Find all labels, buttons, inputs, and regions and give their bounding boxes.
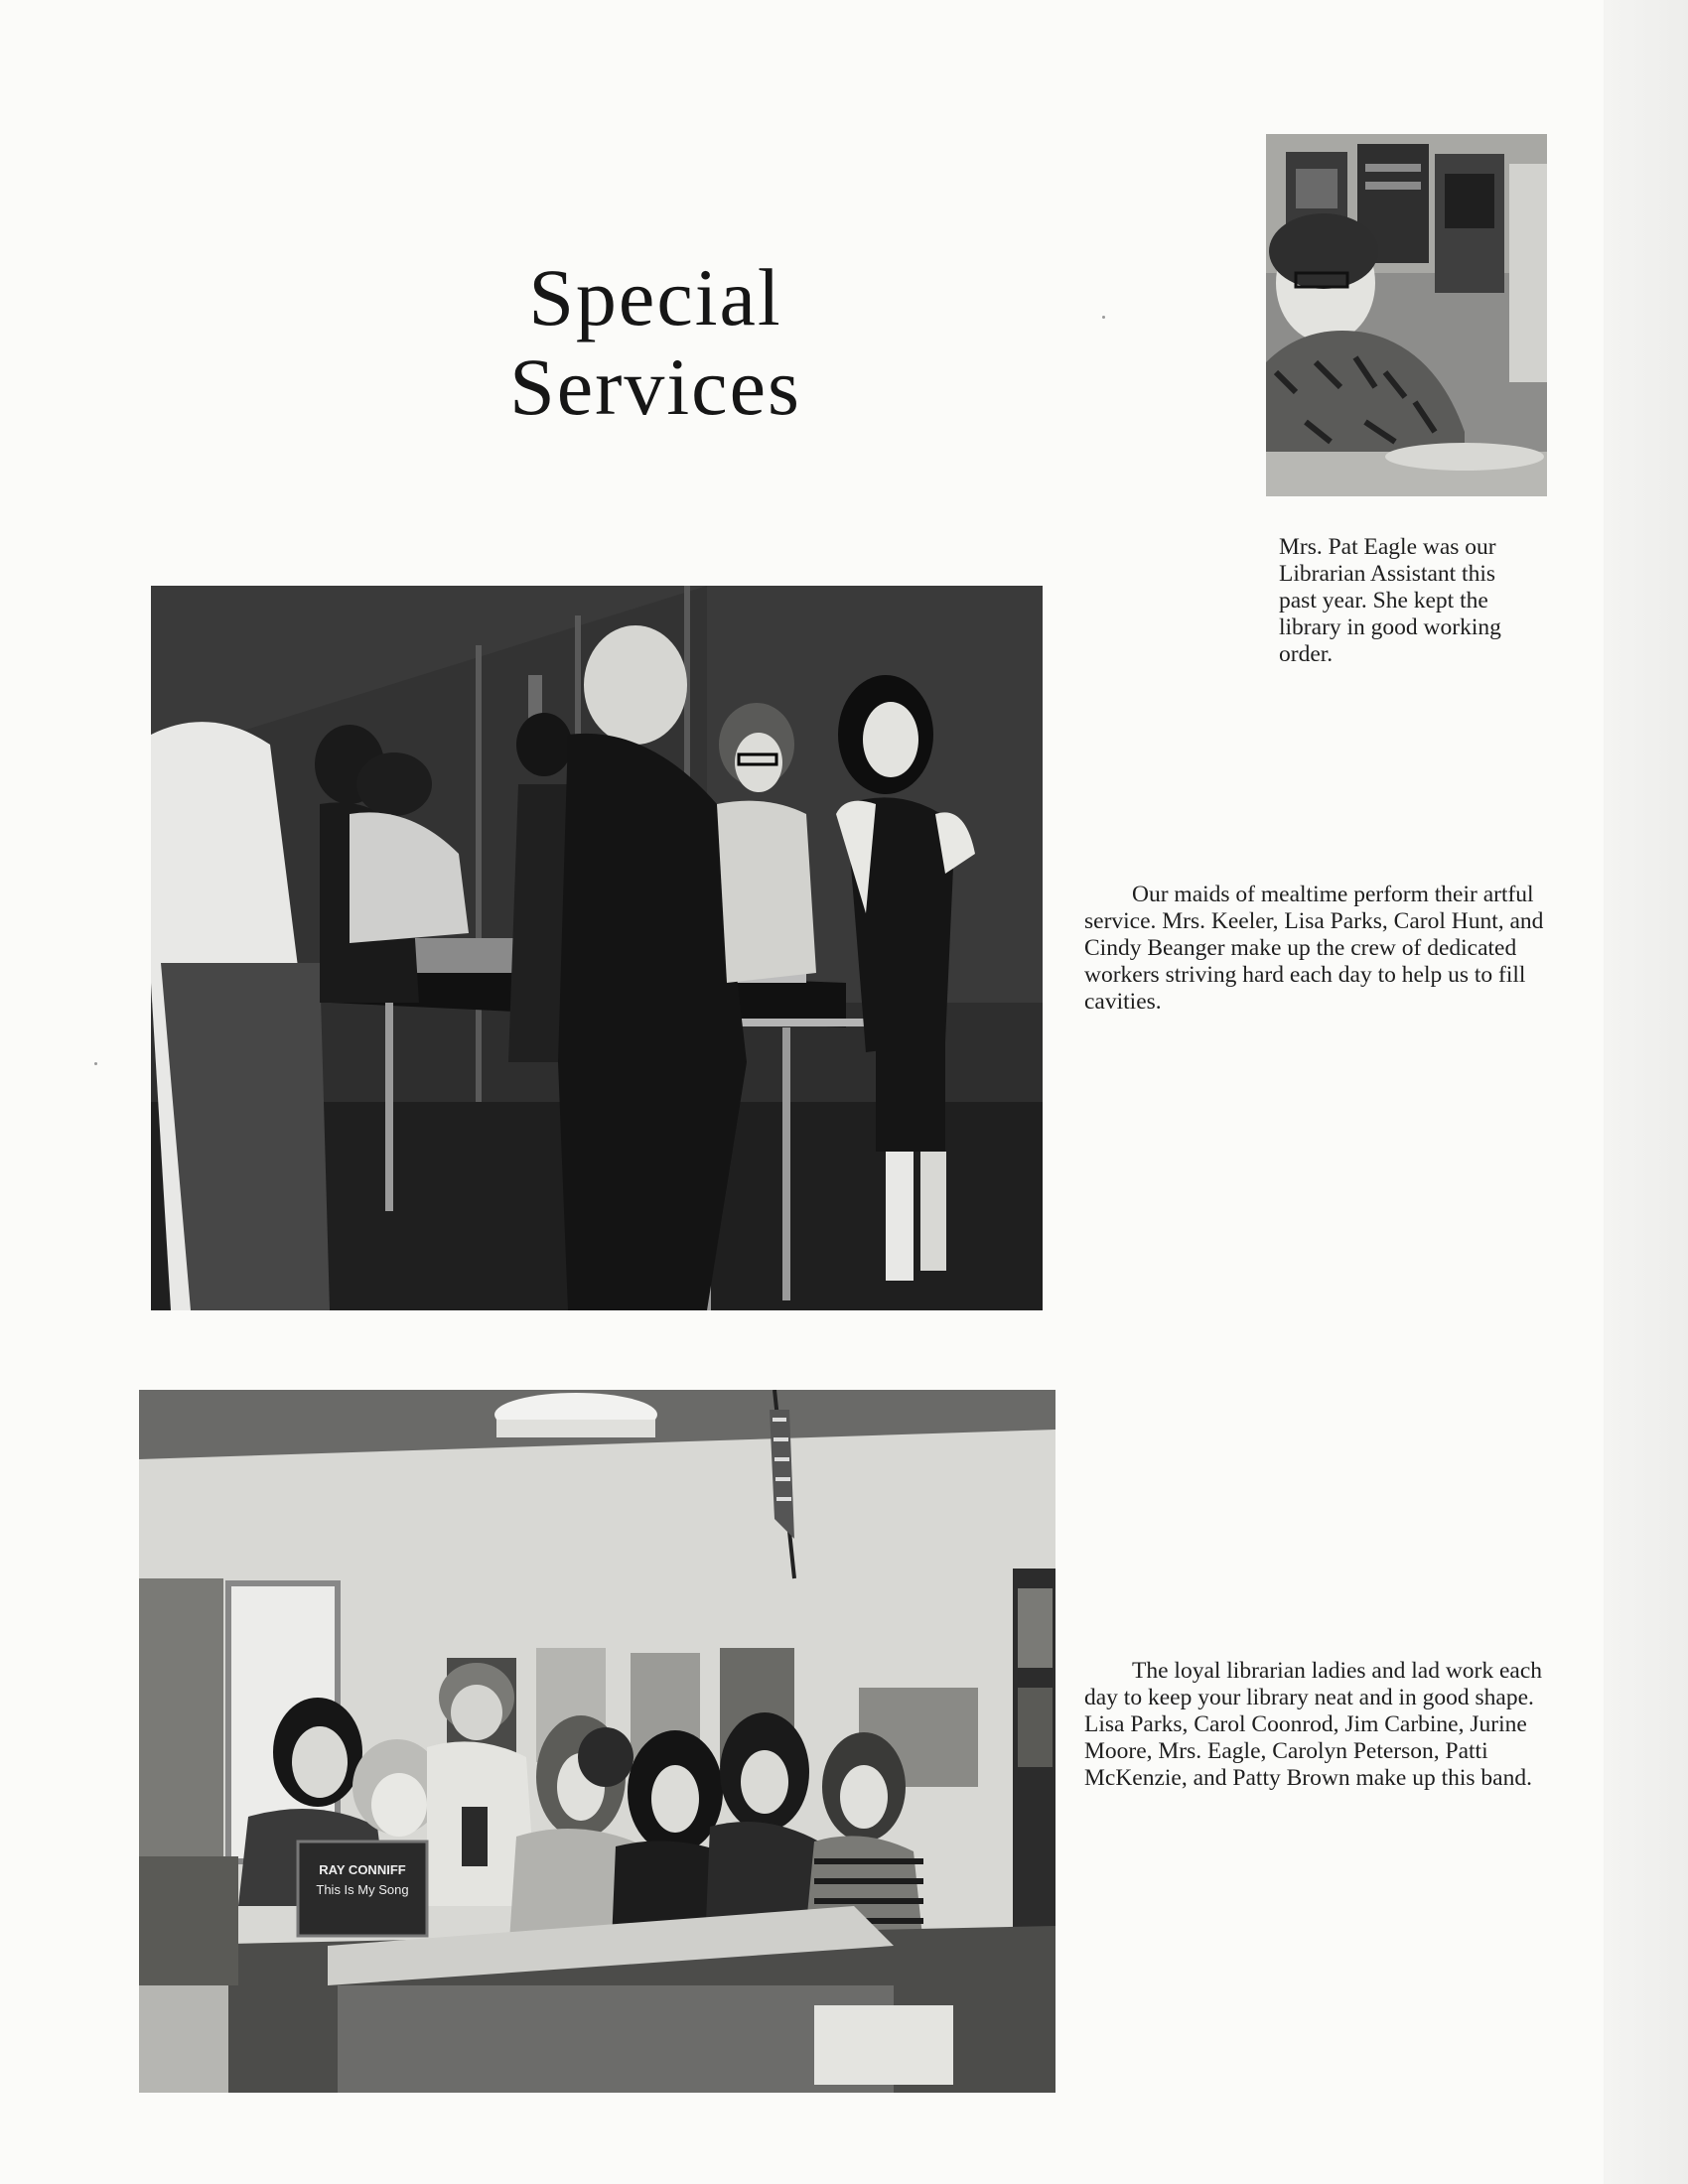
page-title-line1: Special [528, 252, 782, 342]
speck [1102, 316, 1105, 319]
record-title-line2: This Is My Song [316, 1882, 409, 1897]
librarian-photo-art [1266, 134, 1547, 496]
cafeteria-caption [1084, 882, 1561, 1016]
cafeteria-photo [151, 586, 1043, 1310]
librarian-caption [1279, 534, 1537, 668]
library-caption-text: The loyal librarian ladies and lad work each day to keep your library neat and in good shape. Lisa Parks, Carol Coonrod, Jim Carbine, Jurine Moore, Mrs. Eagle, Carolyn Peterson, Patti McKenzie, and Patty Brown make up this band. [1084, 1658, 1543, 1791]
librarian-caption-text: Mrs. Pat Eagle was our Librarian Assistant this past year. She kept the library in good working order. [1279, 534, 1501, 667]
cafeteria-caption-text: Our maids of mealtime perform their artful service. Mrs. Keeler, Lisa Parks, Carol Hunt, and Cindy Beanger make up the crew of dedicated workers striving hard each day to help us to fill cavities. [1084, 882, 1544, 1015]
page-title [477, 253, 834, 432]
librarian-photo [1266, 134, 1547, 496]
cafeteria-photo-art [151, 586, 1043, 1310]
library-photo-art [139, 1390, 1055, 2093]
page-title-line2: Services [509, 341, 801, 432]
speck [94, 1062, 97, 1065]
library-caption [1084, 1658, 1561, 1792]
library-photo [139, 1390, 1055, 2093]
record-title-line1: RAY CONNIFF [319, 1862, 406, 1877]
page-edge [1604, 0, 1688, 2184]
